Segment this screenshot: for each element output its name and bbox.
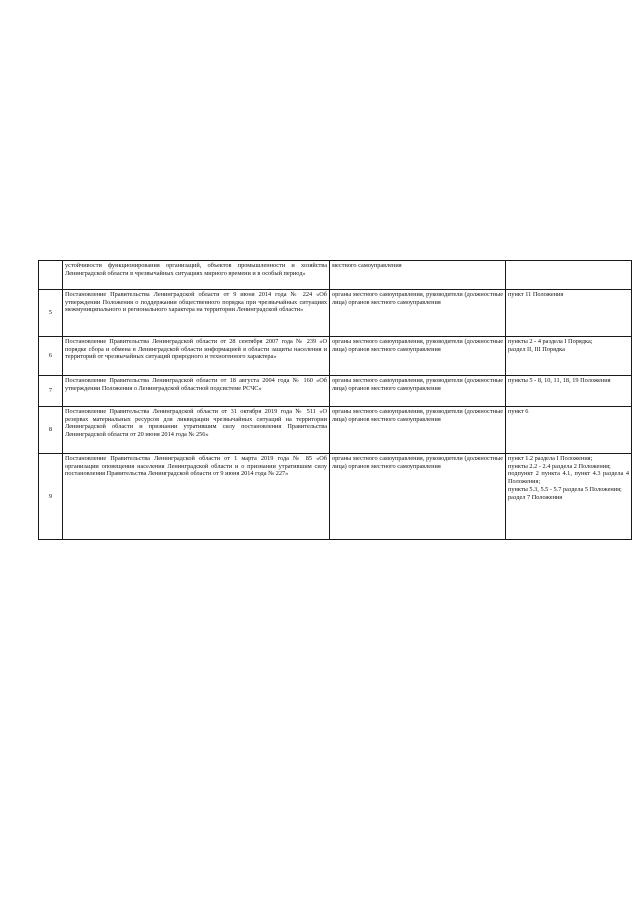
table-row	[39, 407, 632, 454]
responsible-cell: органы местного самоуправления, руководители (должностные лица) органов местного самоуправления	[330, 376, 506, 407]
responsible-cell: органы местного самоуправления, руководители (должностные лица) органов местного самоуправления	[330, 337, 506, 376]
table-row	[39, 337, 632, 376]
legal-act-cell: Постановление Правительства Ленинградской области от 28 сентября 2007 года № 239 «О порядке сбора и обмена в Ленинградской области информацией в области защиты населения и территорий от чрезвычайных ситуаций природного и техногенного характера»	[63, 337, 330, 376]
row-number: 6	[39, 337, 63, 376]
responsible-cell: органы местного самоуправления, руководители (должностные лица) органов местного самоуправления	[330, 290, 506, 337]
legal-act-cell: Постановление Правительства Ленинградской области от 31 октября 2019 года № 511 «О резервах материальных ресурсов для ликвидации чрезвычайных ситуаций на территории Ленинградской области и признании утратившим силу постановления Правительства Ленинградской области от 20 июня 2014 года № 256»	[63, 407, 330, 454]
regulations-table	[38, 260, 632, 540]
provisions-cell: пункт 11 Положения	[506, 290, 632, 337]
row-number: 8	[39, 407, 63, 454]
table-row	[39, 290, 632, 337]
responsible-cell: органы местного самоуправления, руководители (должностные лица) органов местного самоуправления	[330, 407, 506, 454]
provisions-cell: пункт 1.2 раздела I Положения; пункты 2.2 - 2.4 раздела 2 Положения; подпункт 2 пункта 4.1, пункт 4.3 раздела 4 Положения; пункты 5.3, 5.5 - 5.7 раздела 5 Положения; раздел 7 Положения	[506, 454, 632, 540]
responsible-cell: органы местного самоуправления, руководители (должностные лица) органов местного самоуправления	[330, 454, 506, 540]
provisions-cell	[506, 261, 632, 290]
row-number: 9	[39, 454, 63, 540]
row-number: 7	[39, 376, 63, 407]
row-number	[39, 261, 63, 290]
legal-act-cell: Постановление Правительства Ленинградской области от 1 марта 2019 года № 85 «Об организации оповещения населения Ленинградской области и о признании утратившим силу постановления Правительства Ленинградской области от 9 июня 2014 года № 227»	[63, 454, 330, 540]
legal-act-cell: устойчивости функционирования организаций, объектов промышленности и хозяйства Ленинградской области в чрезвычайных ситуациях мирного времени и в особый период»	[63, 261, 330, 290]
row-number: 5	[39, 290, 63, 337]
table-row	[39, 454, 632, 540]
legal-act-cell: Постановление Правительства Ленинградской области от 18 августа 2004 года № 160 «Об утверждении Положения о Ленинградской областной подсистеме РСЧС»	[63, 376, 330, 407]
provisions-cell: пункты 5 - 8, 10, 11, 18, 19 Положения	[506, 376, 632, 407]
provisions-cell: пункт 6	[506, 407, 632, 454]
legal-act-cell: Постановление Правительства Ленинградской области от 9 июня 2014 года № 224 «Об утверждении Положения о поддержании общественного порядка при чрезвычайных ситуациях межмуниципального и регионального характера на территории Ленинградской области»	[63, 290, 330, 337]
table-row	[39, 376, 632, 407]
provisions-cell: пункты 2 - 4 раздела I Порядка; раздел II, III Порядка	[506, 337, 632, 376]
table-row	[39, 261, 632, 290]
responsible-cell: местного самоуправления	[330, 261, 506, 290]
